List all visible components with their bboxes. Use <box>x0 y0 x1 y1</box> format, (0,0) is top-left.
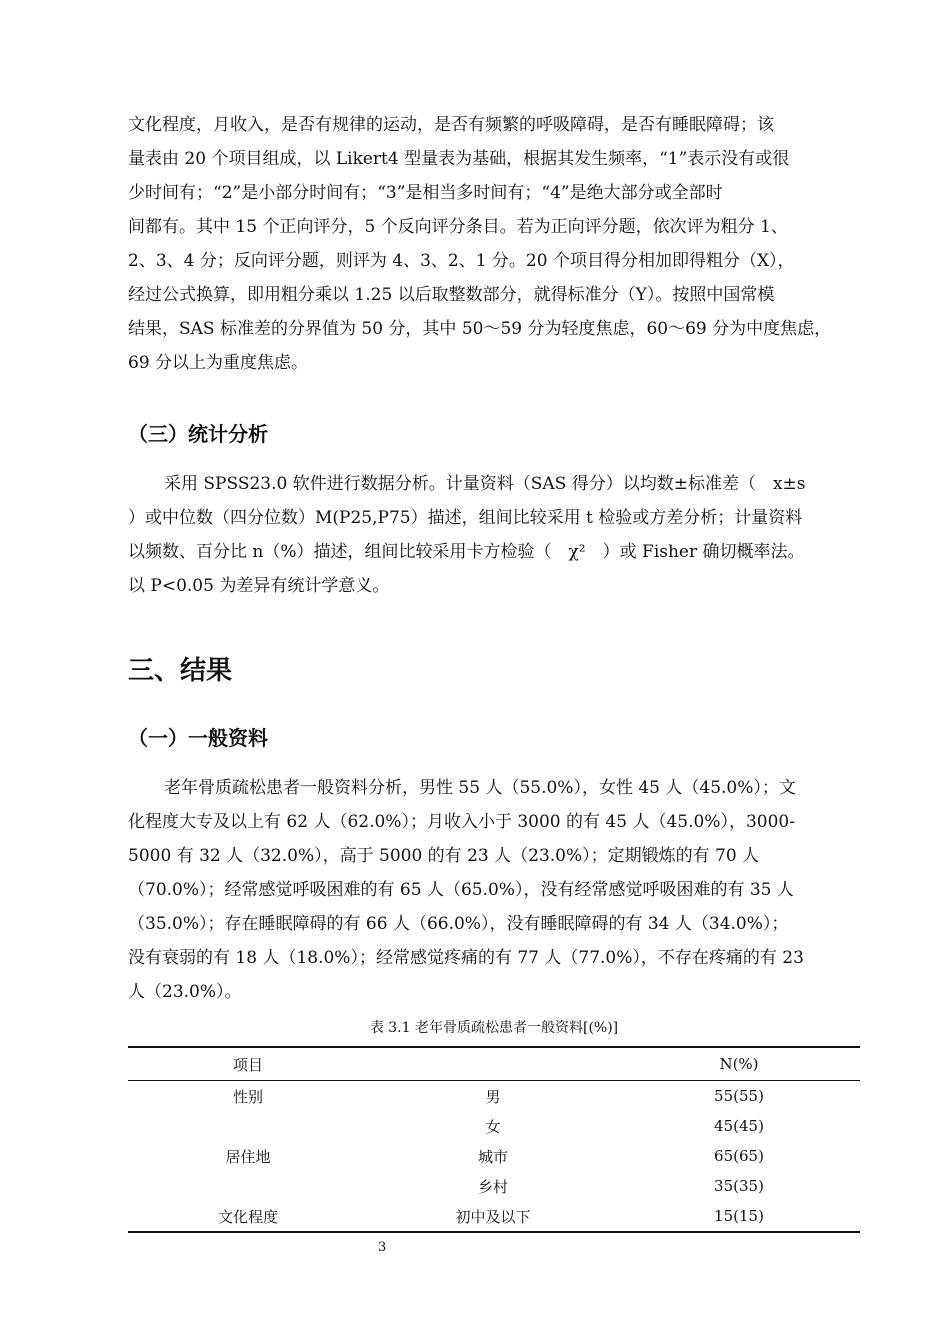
text-line: 2、3、4 分；反向评分题，则评为 4、3、2、1 分。20 个项目得分相加即得粗分（X）， <box>128 251 795 271</box>
section-heading-statistics: （三）统计分析 <box>128 422 268 446</box>
text-line: 以 P<0.05 为差异有统计学意义。 <box>128 576 390 596</box>
text-line: ）或中位数（四分位数）M(P25,P75）描述，组间比较采用 t 检验或方差分析；计量资料 <box>128 508 803 528</box>
table-row <box>128 1111 860 1141</box>
cell-category: 男 <box>485 1087 501 1106</box>
chapter-heading-results: 三、结果 <box>128 656 233 686</box>
header-count: N(%) <box>618 1047 860 1081</box>
statistics-paragraph <box>128 467 860 603</box>
page-number: 3 <box>378 1240 387 1255</box>
text-line: 以频数、百分比 n（%）描述，组间比较采用卡方检验（ χ² ）或 Fisher 确切概率法。 <box>128 542 805 562</box>
cell-item: 性别 <box>232 1087 263 1106</box>
text-line: 结果，SAS 标准差的分界值为 50 分，其中 50～59 分为轻度焦虑，60～69 分为中度焦虑， <box>128 319 832 339</box>
text-line: 没有衰弱的有 18 人（18.0%）；经常感觉疼痛的有 77 人（77.0%），不存在疼痛的有 23 <box>128 948 804 968</box>
cell-category: 女 <box>485 1117 501 1136</box>
header-item: 项目 <box>128 1047 368 1081</box>
table-row <box>128 1141 860 1171</box>
table-row <box>128 1171 860 1201</box>
text-line: 少时间有；“2”是小部分时间有；“3”是相当多时间有；“4”是绝大部分或全部时 <box>128 183 723 203</box>
text-line: 经过公式换算，即用粗分乘以 1.25 以后取整数部分，就得标准分（Y）。按照中国常模 <box>128 285 775 305</box>
cell-count: 65(65) <box>714 1147 764 1165</box>
cell-item <box>128 1111 368 1141</box>
general-info-table <box>128 1046 860 1233</box>
text-line: 间都有。其中 15 个正向评分，5 个反向评分条目。若为正向评分题，依次评为粗分 1、 <box>128 217 788 237</box>
cell-item: 文化程度 <box>128 1201 368 1232</box>
text-line: 量表由 20 个项目组成，以 Likert4 型量表为基础，根据其发生频率，“1”表示没有或很 <box>128 149 790 169</box>
cell-category: 乡村 <box>477 1177 508 1196</box>
cell-item <box>128 1171 368 1201</box>
table-header-row <box>128 1047 860 1081</box>
cell-category: 城市 <box>477 1147 508 1166</box>
text-line: 人（23.0%）。 <box>128 982 242 1002</box>
text-line: 文化程度，月收入，是否有规律的运动，是否有频繁的呼吸障碍，是否有睡眠障碍；该 <box>128 115 774 135</box>
text-line: 采用 SPSS23.0 软件进行数据分析。计量资料（SAS 得分）以均数±标准差（ x±s <box>164 474 806 494</box>
text-line: 化程度大专及以上有 62 人（62.0%）；月收入小于 3000 的有 45 人（45.0%），3000- <box>128 812 795 832</box>
section-heading-general: （一）一般资料 <box>128 726 268 750</box>
general-info-paragraph <box>128 771 860 1009</box>
cell-category: 初中及以下 <box>368 1201 618 1232</box>
cell-count: 15(15) <box>618 1201 860 1232</box>
table-row <box>128 1201 860 1232</box>
cell-count: 55(55) <box>714 1087 764 1105</box>
text-line: 5000 有 32 人（32.0%），高于 5000 的有 23 人（23.0%）；定期锻炼的有 70 人 <box>128 846 760 866</box>
cell-count: 45(45) <box>714 1117 764 1135</box>
text-line: 老年骨质疏松患者一般资料分析，男性 55 人（55.0%），女性 45 人（45.0%）；文 <box>164 778 796 798</box>
table-row <box>128 1081 860 1112</box>
text-line: 69 分以上为重度焦虑。 <box>128 353 309 373</box>
text-line: （70.0%）；经常感觉呼吸困难的有 65 人（65.0%），没有经常感觉呼吸困难的有 35 人 <box>128 880 794 900</box>
cell-item: 居住地 <box>225 1147 271 1166</box>
text-line: （35.0%）；存在睡眠障碍的有 66 人（66.0%），没有睡眠障碍的有 34 人（34.0%）； <box>128 914 789 934</box>
table-caption: 表 3.1 老年骨质疏松患者一般资料[(%)] <box>369 1020 619 1036</box>
scale-description-paragraph <box>128 108 860 380</box>
cell-count: 35(35) <box>714 1177 764 1195</box>
header-category <box>368 1047 618 1081</box>
